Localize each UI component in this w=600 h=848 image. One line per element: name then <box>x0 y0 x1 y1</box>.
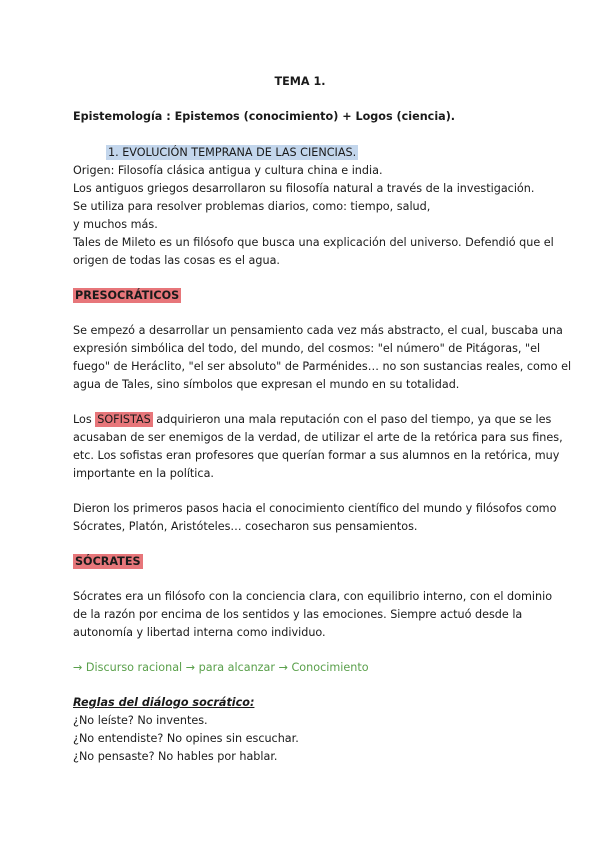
body-line: acusaban de ser enemigos de la verdad, de utilizar el arte de la retórica para sus fines, <box>73 431 563 444</box>
socratic-flow: → Discurso racional → para alcanzar → Conocimiento <box>73 661 369 674</box>
body-line: Los antiguos griegos desarrollaron su filosofía natural a través de la investigación. <box>73 182 535 195</box>
body-line: origen de todas las cosas es el agua. <box>73 254 280 267</box>
definition-term: Epistemología : <box>73 110 175 123</box>
sofistas-prefix: Los <box>73 413 96 426</box>
body-line: Sócrates, Platón, Aristóteles… cosecharon sus pensamientos. <box>73 520 418 533</box>
epistemology-definition <box>73 108 455 126</box>
presocraticos-heading-text: PRESOCRÁTICOS <box>75 289 180 302</box>
body-line: Dieron los primeros pasos hacia el conocimiento científico del mundo y filósofos como <box>73 502 557 515</box>
body-line: Origen: Filosofía clásica antigua y cultura china e india. <box>73 164 383 177</box>
definition-etymology: Epistemos (conocimiento) + Logos (ciencia). <box>174 110 456 123</box>
rule-item: ¿No leíste? No inventes. <box>73 714 208 727</box>
body-line: importante en la política. <box>73 467 214 480</box>
body-line: Sócrates era un filósofo con la conciencia clara, con equilibrio interno, con el dominio <box>73 590 553 603</box>
sofistas-highlight: SOFISTAS <box>97 413 151 426</box>
rules-heading: Reglas del diálogo socrático: <box>73 696 255 709</box>
body-line: Se empezó a desarrollar un pensamiento cada vez más abstracto, el cual, buscaba una <box>73 324 563 337</box>
body-line: Tales de Mileto es un filósofo que busca una explicación del universo. Defendió que el <box>73 236 554 249</box>
body-line: expresión simbólica del todo, del mundo, del cosmos: "el número" de Pitágoras, "el <box>73 342 541 355</box>
body-line: etc. Los sofistas eran profesores que querían formar a sus alumnos en la retórica, muy <box>73 449 560 462</box>
body-line: Se utiliza para resolver problemas diarios, como: tiempo, salud, <box>73 200 431 213</box>
page-title: TEMA 1. <box>274 75 326 88</box>
body-line: y muchos más. <box>73 218 158 231</box>
body-line: autonomía y libertad interna como individuo. <box>73 626 326 639</box>
rule-item: ¿No pensaste? No hables por hablar. <box>73 750 278 763</box>
body-line: agua de Tales, sino símbolos que expresan el mundo en su totalidad. <box>73 378 460 391</box>
section-heading-socrates <box>73 553 143 571</box>
sofistas-suffix: adquirieron una mala reputación con el paso del tiempo, ya que se les <box>152 413 552 426</box>
socrates-heading-text: SÓCRATES <box>75 555 141 568</box>
rule-item: ¿No entendiste? No opines sin escuchar. <box>73 732 299 745</box>
body-line: de la razón por encima de los sentidos y las emociones. Siempre actuó desde la <box>73 608 523 621</box>
body-line <box>73 411 551 429</box>
section-heading-evolucion <box>106 144 358 162</box>
section-heading-text: 1. EVOLUCIÓN TEMPRANA DE LAS CIENCIAS. <box>108 146 357 159</box>
body-line: fuego" de Heráclito, "el ser absoluto" de Parménides… no son sustancias reales, como el <box>73 360 572 373</box>
section-heading-presocraticos <box>73 287 181 305</box>
